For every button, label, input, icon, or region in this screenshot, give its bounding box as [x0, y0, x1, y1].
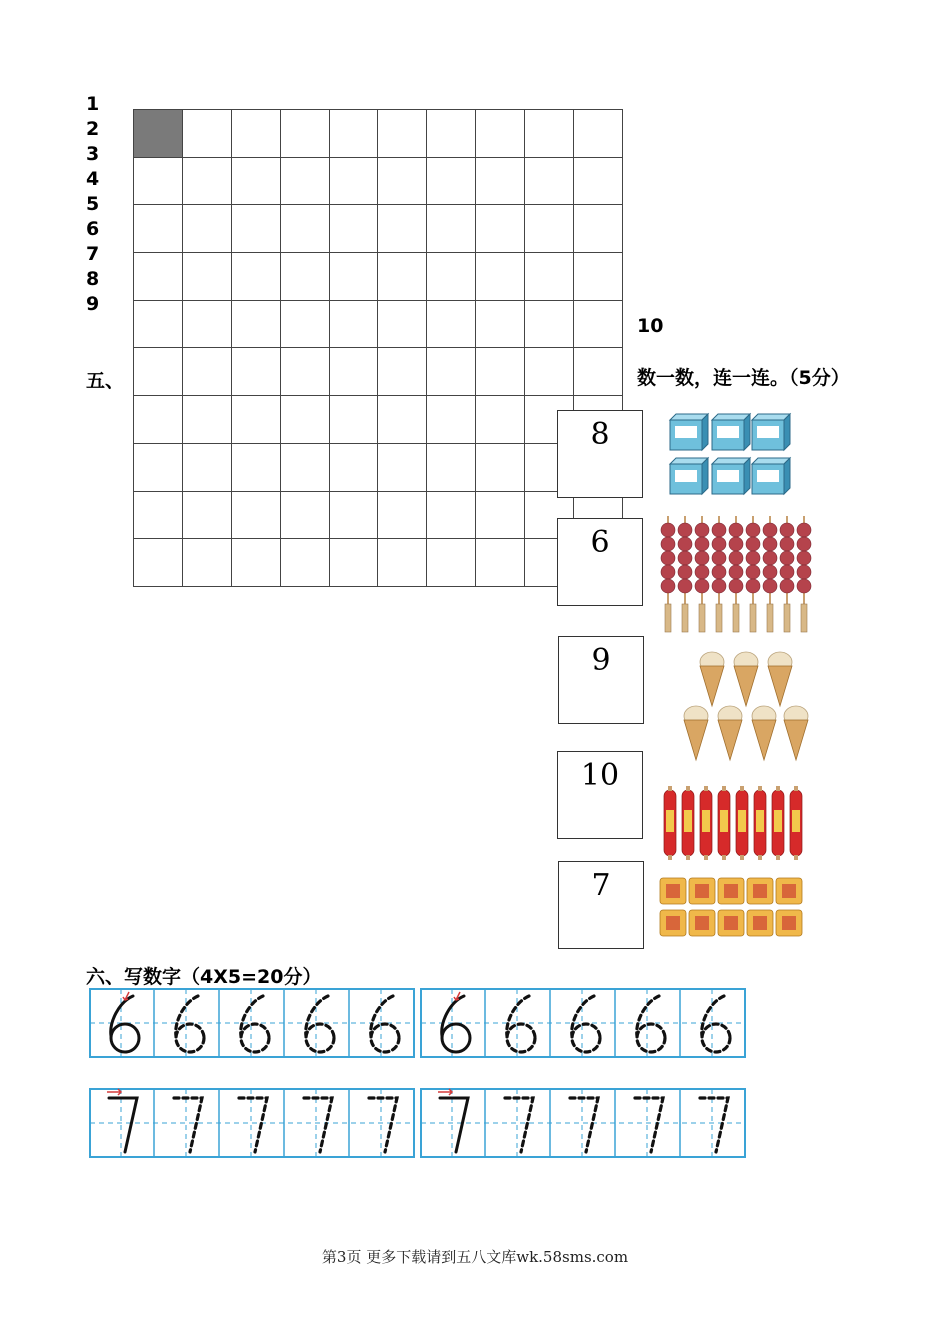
grid-cell[interactable]	[476, 539, 525, 587]
row-number: 6	[86, 218, 100, 240]
grid-row	[134, 110, 623, 158]
number-box[interactable]	[557, 518, 643, 606]
grid-cell[interactable]	[182, 539, 231, 587]
grid-cell[interactable]	[134, 443, 183, 491]
grid-cell[interactable]	[378, 491, 427, 539]
ice-cream-icon	[734, 652, 758, 706]
grid-cell[interactable]	[280, 300, 329, 348]
grid-cell[interactable]	[378, 205, 427, 253]
row-number-ten: 10	[637, 315, 664, 337]
page-footer: 第3页 更多下载请到五八文库wk.58sms.com	[321, 1248, 629, 1266]
grid-cell[interactable]	[427, 157, 476, 205]
skewer-icon	[661, 516, 675, 632]
grid-cell[interactable]	[427, 539, 476, 587]
milk-carton-icon	[670, 414, 708, 450]
skewer-icon	[729, 516, 743, 632]
grid-cell[interactable]	[231, 443, 280, 491]
grid-cell[interactable]	[231, 110, 280, 158]
skewer-icon	[763, 516, 777, 632]
number-box-value: 6	[590, 525, 610, 560]
biscuit-icon	[776, 878, 802, 904]
coloring-grid	[133, 109, 623, 587]
milk-carton-icon	[752, 458, 790, 494]
grid-cell[interactable]	[574, 110, 623, 158]
grid-cell[interactable]	[280, 110, 329, 158]
milk-carton-icon	[712, 414, 750, 450]
grid-cell[interactable]	[525, 253, 574, 301]
grid-cell[interactable]	[182, 396, 231, 444]
skewer-icon	[746, 516, 760, 632]
grid-cell[interactable]	[378, 396, 427, 444]
meat-skewers-picture[interactable]	[648, 512, 826, 636]
grid-cell[interactable]	[476, 396, 525, 444]
grid-cell[interactable]	[134, 253, 183, 301]
sausage-icon	[790, 786, 802, 860]
grid-cell[interactable]	[476, 491, 525, 539]
number-box[interactable]	[557, 410, 643, 498]
grid-cell[interactable]	[329, 539, 378, 587]
ice-cream-icon	[684, 706, 708, 760]
row-number: 3	[86, 143, 100, 165]
sausage-icon	[718, 786, 730, 860]
grid-cell[interactable]	[280, 443, 329, 491]
number-box[interactable]	[558, 636, 644, 724]
biscuit-icon	[776, 910, 802, 936]
grid-cell[interactable]	[280, 491, 329, 539]
grid-row	[134, 205, 623, 253]
grid-cell[interactable]	[378, 539, 427, 587]
grid-cell[interactable]	[427, 491, 476, 539]
grid-cell[interactable]	[378, 443, 427, 491]
ice-cream-icon	[784, 706, 808, 760]
grid-cell[interactable]	[280, 205, 329, 253]
biscuit-icon	[747, 910, 773, 936]
grid-cell[interactable]	[329, 443, 378, 491]
grid-cell[interactable]	[182, 443, 231, 491]
grid-cell[interactable]	[134, 300, 183, 348]
grid-row	[134, 539, 623, 587]
grid-cell[interactable]	[182, 205, 231, 253]
grid-cell[interactable]	[280, 157, 329, 205]
sausage-icon	[772, 786, 784, 860]
grid-cell[interactable]	[182, 491, 231, 539]
grid-cell[interactable]	[476, 110, 525, 158]
grid-cell[interactable]	[280, 396, 329, 444]
skewer-icon	[678, 516, 692, 632]
number-box-value: 8	[590, 417, 610, 452]
grid-cell[interactable]	[525, 348, 574, 396]
grid-cell[interactable]	[378, 300, 427, 348]
grid-cell[interactable]	[329, 110, 378, 158]
grid-cell[interactable]	[525, 110, 574, 158]
row-number: 7	[86, 243, 100, 265]
grid-cell[interactable]	[231, 157, 280, 205]
grid-cell[interactable]	[525, 300, 574, 348]
writing-grid-panel[interactable]	[89, 988, 415, 1058]
writing-grid-panel[interactable]	[420, 1088, 746, 1158]
section-6-title: 六、写数字（4X5=20分）	[86, 966, 322, 988]
grid-cell[interactable]	[476, 253, 525, 301]
skewer-icon	[695, 516, 709, 632]
grid-cell[interactable]	[134, 110, 183, 158]
sausage-icon	[700, 786, 712, 860]
writing-grid-panel[interactable]	[89, 1088, 415, 1158]
grid-cell[interactable]	[574, 348, 623, 396]
grid-cell[interactable]	[231, 539, 280, 587]
sausage-icon	[682, 786, 694, 860]
grid-cell[interactable]	[427, 205, 476, 253]
grid-cell[interactable]	[574, 253, 623, 301]
number-box[interactable]	[557, 751, 643, 839]
grid-cell[interactable]	[134, 539, 183, 587]
grid-cell[interactable]	[574, 205, 623, 253]
section-5-heading: 五、	[86, 370, 125, 392]
biscuit-icon	[747, 878, 773, 904]
grid-cell[interactable]	[427, 348, 476, 396]
number-box-value: 9	[591, 643, 611, 678]
row-number: 9	[86, 293, 100, 315]
biscuit-icon	[660, 878, 686, 904]
skewer-icon	[712, 516, 726, 632]
ice-cream-picture[interactable]	[648, 648, 826, 768]
row-number: 8	[86, 268, 100, 290]
ice-cream-icon	[768, 652, 792, 706]
grid-cell[interactable]	[280, 348, 329, 396]
ice-cream-icon	[718, 706, 742, 760]
grid-row	[134, 396, 623, 444]
grid-cell[interactable]	[329, 253, 378, 301]
grid-cell[interactable]	[574, 157, 623, 205]
grid-cell[interactable]	[231, 491, 280, 539]
grid-cell[interactable]	[231, 348, 280, 396]
skewer-icon	[797, 516, 811, 632]
grid-row	[134, 491, 623, 539]
biscuit-icon	[689, 910, 715, 936]
grid-row	[134, 443, 623, 491]
grid-cell[interactable]	[134, 396, 183, 444]
milk-cartons-picture[interactable]	[648, 408, 826, 508]
grid-row	[134, 300, 623, 348]
grid-cell[interactable]	[231, 253, 280, 301]
grid-cell[interactable]	[134, 348, 183, 396]
milk-carton-icon	[670, 458, 708, 494]
milk-carton-icon	[712, 458, 750, 494]
biscuit-icon	[718, 910, 744, 936]
row-number: 2	[86, 118, 100, 140]
biscuit-icon	[689, 878, 715, 904]
grid-cell[interactable]	[525, 157, 574, 205]
grid-cell[interactable]	[329, 396, 378, 444]
grid-cell[interactable]	[427, 396, 476, 444]
grid-cell[interactable]	[182, 348, 231, 396]
grid-cell[interactable]	[378, 253, 427, 301]
grid-cell[interactable]	[378, 348, 427, 396]
row-number: 5	[86, 193, 100, 215]
grid-cell[interactable]	[329, 300, 378, 348]
sausage-icon	[754, 786, 766, 860]
grid-cell[interactable]	[427, 300, 476, 348]
grid-row	[134, 253, 623, 301]
grid-cell[interactable]	[182, 300, 231, 348]
grid-cell[interactable]	[525, 205, 574, 253]
grid-cell[interactable]	[574, 300, 623, 348]
grid-cell[interactable]	[329, 157, 378, 205]
biscuits-picture[interactable]	[648, 872, 826, 944]
grid-cell[interactable]	[427, 110, 476, 158]
row-number-list	[86, 92, 99, 317]
grid-cell[interactable]	[182, 157, 231, 205]
grid-cell[interactable]	[231, 396, 280, 444]
writing-grid-panel[interactable]	[420, 988, 746, 1058]
skewer-icon	[780, 516, 794, 632]
grid-cell[interactable]	[329, 205, 378, 253]
grid-cell[interactable]	[182, 110, 231, 158]
grid-cell[interactable]	[134, 205, 183, 253]
biscuit-icon	[718, 878, 744, 904]
grid-cell[interactable]	[427, 443, 476, 491]
sausage-icon	[664, 786, 676, 860]
grid-cell[interactable]	[476, 348, 525, 396]
grid-cell[interactable]	[182, 253, 231, 301]
grid-cell[interactable]	[280, 253, 329, 301]
section-5-title: 数一数，连一连。（5分）	[637, 367, 850, 389]
milk-carton-icon	[752, 414, 790, 450]
number-box[interactable]	[558, 861, 644, 949]
ice-cream-icon	[700, 652, 724, 706]
grid-cell[interactable]	[280, 539, 329, 587]
grid-cell[interactable]	[476, 300, 525, 348]
number-box-value: 7	[591, 868, 611, 903]
grid-cell[interactable]	[476, 205, 525, 253]
grid-cell[interactable]	[134, 491, 183, 539]
sausages-picture[interactable]	[648, 780, 826, 864]
biscuit-icon	[660, 910, 686, 936]
grid-cell[interactable]	[329, 491, 378, 539]
sausage-icon	[736, 786, 748, 860]
grid-cell[interactable]	[329, 348, 378, 396]
grid-cell[interactable]	[378, 110, 427, 158]
row-number: 1	[86, 93, 100, 115]
grid-cell[interactable]	[427, 253, 476, 301]
number-box-value: 10	[580, 758, 620, 793]
ice-cream-icon	[752, 706, 776, 760]
grid-cell[interactable]	[134, 157, 183, 205]
grid-row	[134, 157, 623, 205]
grid-cell[interactable]	[231, 205, 280, 253]
row-number: 4	[86, 168, 100, 190]
grid-cell[interactable]	[231, 300, 280, 348]
grid-cell[interactable]	[476, 157, 525, 205]
grid-cell[interactable]	[378, 157, 427, 205]
grid-cell[interactable]	[476, 443, 525, 491]
grid-row	[134, 348, 623, 396]
